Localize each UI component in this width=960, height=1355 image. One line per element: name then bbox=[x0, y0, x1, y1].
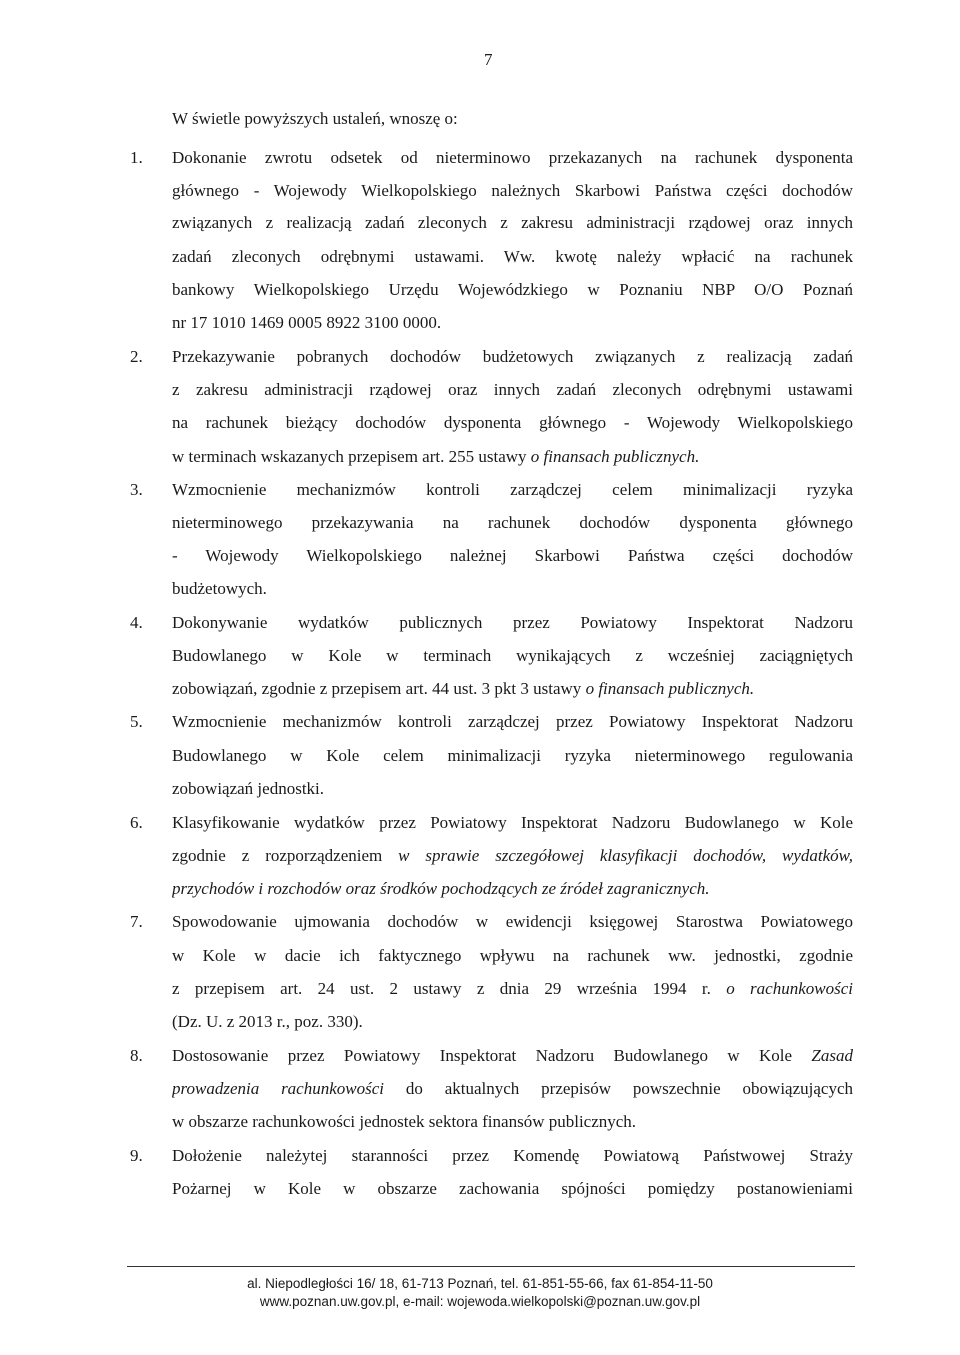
item-number: 5. bbox=[130, 712, 143, 731]
item-line-text: z przepisem art. 24 ust. 2 ustawy z dnia 29 września 1994 r. bbox=[172, 979, 711, 998]
item-line: Dokonywanie wydatków publicznych przez Powiatowy Inspektorat Nadzoru bbox=[172, 613, 853, 632]
item-number: 8. bbox=[130, 1046, 143, 1065]
footer-address: al. Niepodległości 16/ 18, 61-713 Poznań, tel. 61-851-55-66, fax 61-854-11-50 bbox=[247, 1276, 713, 1291]
item-line: nieterminowego przekazywania na rachunek dochodów dysponenta głównego bbox=[172, 513, 853, 532]
item-line: Budowlanego w Kole w terminach wynikających z wcześniej zaciągniętych bbox=[172, 646, 853, 665]
item-number: 3. bbox=[130, 480, 143, 499]
page-number: 7 bbox=[484, 50, 493, 69]
item-line-text: zobowiązań, zgodnie z przepisem art. 44 ust. 3 pkt 3 ustawy bbox=[172, 679, 582, 698]
act-title: o finansach publicznych. bbox=[530, 447, 700, 466]
item-line: Pożarnej w Kole w obszarze zachowania spójności pomiędzy postanowieniami bbox=[172, 1179, 853, 1198]
item-number: 6. bbox=[130, 813, 143, 832]
item-line-text: do aktualnych przepisów powszechnie obowiązujących bbox=[405, 1079, 853, 1098]
item-line bbox=[172, 1078, 853, 1100]
item-line: związanych z realizacją zadań zleconych z zakresu administracji rządowej oraz innych bbox=[172, 213, 853, 232]
item-line: Wzmocnienie mechanizmów kontroli zarządczej przez Powiatowy Inspektorat Nadzoru bbox=[172, 712, 853, 731]
item-line: w Kole w dacie ich faktycznego wpływu na rachunek ww. jednostki, zgodnie bbox=[172, 946, 853, 965]
item-line bbox=[172, 1045, 853, 1067]
item-number: 2. bbox=[130, 347, 143, 366]
item-line: głównego - Wojewody Wielkopolskiego należnych Skarbowi Państwa części dochodów bbox=[172, 181, 853, 200]
item-line: bankowy Wielkopolskiego Urzędu Wojewódzkiego w Poznaniu NBP O/O Poznań bbox=[172, 280, 853, 299]
item-line: w obszarze rachunkowości jednostek sektora finansów publicznych. bbox=[172, 1112, 637, 1131]
item-line-text: w terminach wskazanych przepisem art. 255 ustawy bbox=[172, 447, 527, 466]
item-number: 7. bbox=[130, 912, 143, 931]
item-number: 4. bbox=[130, 613, 143, 632]
item-line: Klasyfikowanie wydatków przez Powiatowy Inspektorat Nadzoru Budowlanego w Kole bbox=[172, 813, 853, 832]
item-line: budżetowych. bbox=[172, 579, 267, 598]
footer-contact: www.poznan.uw.gov.pl, e-mail: wojewoda.wielkopolski@poznan.uw.gov.pl bbox=[259, 1294, 701, 1309]
item-line: Dokonanie zwrotu odsetek od nieterminowo przekazanych na rachunek dysponenta bbox=[172, 148, 853, 167]
item-line: przychodów i rozchodów oraz środków pochodzących ze źródeł zagranicznych. bbox=[172, 879, 710, 898]
item-line bbox=[172, 678, 853, 700]
item-line bbox=[172, 446, 853, 468]
item-number: 1. bbox=[130, 148, 143, 167]
item-line: z zakresu administracji rządowej oraz innych zadań zleconych odrębnymi ustawami bbox=[172, 380, 853, 399]
item-line: Budowlanego w Kole celem minimalizacji ryzyka nieterminowego regulowania bbox=[172, 746, 853, 765]
item-line: Wzmocnienie mechanizmów kontroli zarządczej celem minimalizacji ryzyka bbox=[172, 480, 853, 499]
item-number: 9. bbox=[130, 1146, 143, 1165]
regulation-title: Zasad bbox=[811, 1046, 853, 1065]
item-line bbox=[172, 978, 853, 1000]
regulation-title: prowadzenia rachunkowości bbox=[172, 1079, 384, 1098]
item-line: Przekazywanie pobranych dochodów budżetowych związanych z realizacją zadań bbox=[172, 347, 853, 366]
item-line: Dołożenie należytej staranności przez Komendę Powiatową Państwowej Straży bbox=[172, 1146, 853, 1165]
regulation-title: w sprawie szczegółowej klasyfikacji dochodów, wydatków, bbox=[398, 846, 853, 865]
act-title: o rachunkowości bbox=[726, 979, 853, 998]
item-line: - Wojewody Wielkopolskiego należnej Skarbowi Państwa części dochodów bbox=[172, 546, 853, 565]
item-line: zadań zleconych odrębnymi ustawami. Ww. kwotę należy wpłacić na rachunek bbox=[172, 247, 853, 266]
item-line-text: Dostosowanie przez Powiatowy Inspektorat Nadzoru Budowlanego w Kole bbox=[172, 1046, 793, 1065]
item-line: zobowiązań jednostki. bbox=[172, 779, 325, 798]
footer-divider bbox=[127, 1266, 855, 1267]
item-line bbox=[172, 845, 853, 867]
item-line: nr 17 1010 1469 0005 8922 3100 0000. bbox=[172, 313, 442, 332]
act-title: o finansach publicznych. bbox=[585, 679, 755, 698]
item-line: (Dz. U. z 2013 r., poz. 330). bbox=[172, 1012, 363, 1031]
item-line: Spowodowanie ujmowania dochodów w ewidencji księgowej Starostwa Powiatowego bbox=[172, 912, 853, 931]
intro-text: W świetle powyższych ustaleń, wnoszę o: bbox=[172, 109, 458, 128]
item-line-text: zgodnie z rozporządzeniem bbox=[172, 846, 383, 865]
item-line: na rachunek bieżący dochodów dysponenta głównego - Wojewody Wielkopolskiego bbox=[172, 413, 853, 432]
